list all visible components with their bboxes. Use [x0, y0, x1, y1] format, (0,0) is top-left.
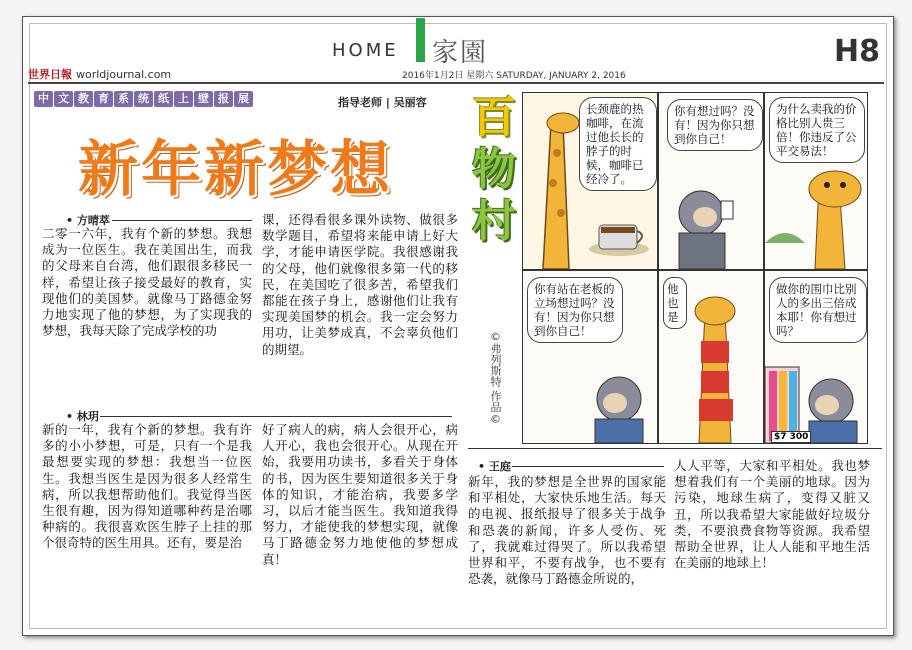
banner-char: 纸	[154, 91, 173, 107]
speech-bubble: 你有站在老板的立场想过吗？没有！因为你只想到你自己！	[527, 277, 623, 343]
essay1-author: • 方晴萃	[66, 214, 110, 227]
speech-bubble: 做你的围巾比别人的多出三倍成本耶！你有想过吗？	[769, 277, 867, 343]
essay1-col2: 课，还得看很多课外读物、做很多数学题目，希望将来能申请上好大学，才能申请医学院。我很感谢我的父母，他们就像很多第一代的移民，在美国吃了很多苦，希望我们都能在孩子身上，感谢他们让我有实现美国梦的机会。我一定会努力用功，让美梦成真，不会辜负他们的期望。	[262, 212, 458, 357]
essay3-col1: 新年，我的梦想是全世界的国家能和平相处，大家快乐地生活。每天的电视、报纸报导了很多关于战争和恐袭的新闻，许多人受伤、死了，我就难过得哭了。所以我希望世界和平，不要有战争，也不要有恐袭，就像马丁路德金所说的，	[468, 474, 666, 587]
comic-title-char: 村	[472, 196, 516, 247]
speech-bubble: 为什么卖我的价格比别人贵三倍！你违反了公平交易法！	[769, 97, 865, 163]
banner-char: 系	[114, 91, 133, 107]
comic-panel-1	[522, 92, 658, 270]
price-sign: $7 300	[771, 431, 811, 443]
comic-panel-4	[522, 270, 658, 444]
banner-char: 壁	[194, 91, 213, 107]
essay1-col1: 二零一六年，我有个新的梦想。我想成为一位医生。我在美国出生，而我的父母来自台湾，他们跟很多移民一样，希望让孩子接受最好的教育，实现他们的美国梦。就像马丁路德金努力地实现了他的梦想，为了实现我的梦想，我每天除了完成学校的功	[42, 226, 252, 339]
banner-char: 教	[74, 91, 93, 107]
comic-title-char: 百	[472, 92, 516, 143]
section-name-cn: 家園	[432, 38, 489, 68]
section-name-en: HOME	[332, 40, 399, 61]
banner-char: 展	[234, 91, 253, 107]
comic-panel-3	[764, 92, 868, 270]
essay3-col2: 人人平等，大家和平相处。我也梦想着我们有一个美丽的地球。因为污染，地球生病了，变得又脏又丑，所以我希望大家能做好垃圾分类，不要浪费食物等资源。我希望帮助全世界，让人人能和平地生活在美丽的地球上！	[674, 458, 870, 571]
masthead-logo: 世界日報 worldjournal.com	[28, 68, 172, 81]
essay2-col1: 新的一年，我有个新的梦想。我有许多的小小梦想，可是，只有一个是我最想要实现的梦想：我想当一位医生。我想当医生是因为很多人经常生病，所以我想帮助他们。我觉得当医生很有趣，因为得知道哪种药是治哪种病的。我很喜欢医生脖子上挂的那个很奇特的医生用具。还有，要是治	[42, 422, 252, 551]
essay2-col2: 好了病人的病，病人会很开心，病人开心，我也会很开心。从现在开始，我要用功读书，多看关于身体的书，因为医生要知道很多关于身体的知识，才能治病，我要多学习，以后才能当医生。我知道我得努力，才能使我的梦想实现，就像马丁路德金努力地使他的梦想成真！	[262, 422, 458, 567]
page-title: 新年新梦想	[78, 135, 393, 205]
speech-bubble: 他也是	[663, 277, 687, 329]
header-rule	[28, 82, 884, 84]
column-banner	[34, 90, 334, 108]
section-divider	[468, 448, 882, 449]
banner-char: 报	[214, 91, 233, 107]
comic-panel-5	[658, 270, 764, 444]
speech-bubble: 你有想过吗？没有！因为你只想到你自己！	[667, 99, 763, 151]
banner-char: 中	[34, 91, 53, 107]
banner-char: 育	[94, 91, 113, 107]
essay3-author: • 王庭	[478, 460, 511, 473]
dateline: 2016年1月2日 星期六 SATURDAY, JANUARY 2, 2016	[402, 71, 626, 81]
speech-bubble: 长颈鹿的热咖啡，在流过他长长的脖子的时候，咖啡已经冷了。	[579, 97, 657, 191]
section-accent-bar	[416, 18, 425, 62]
page-number: H8	[834, 34, 880, 69]
comic-credit: ©弗列斯特 作品©	[489, 330, 502, 426]
banner-char: 统	[134, 91, 153, 107]
banner-char: 上	[174, 91, 193, 107]
banner-char: 文	[54, 91, 73, 107]
comic-panel-2	[658, 92, 764, 270]
comic-panel-6	[764, 270, 868, 444]
masthead-url: worldjournal.com	[76, 68, 172, 81]
teacher-credit: 指导老师 | 吴丽容	[338, 96, 427, 109]
comic-title-char: 物	[472, 144, 516, 195]
essay2-author: • 林玥	[66, 410, 99, 423]
